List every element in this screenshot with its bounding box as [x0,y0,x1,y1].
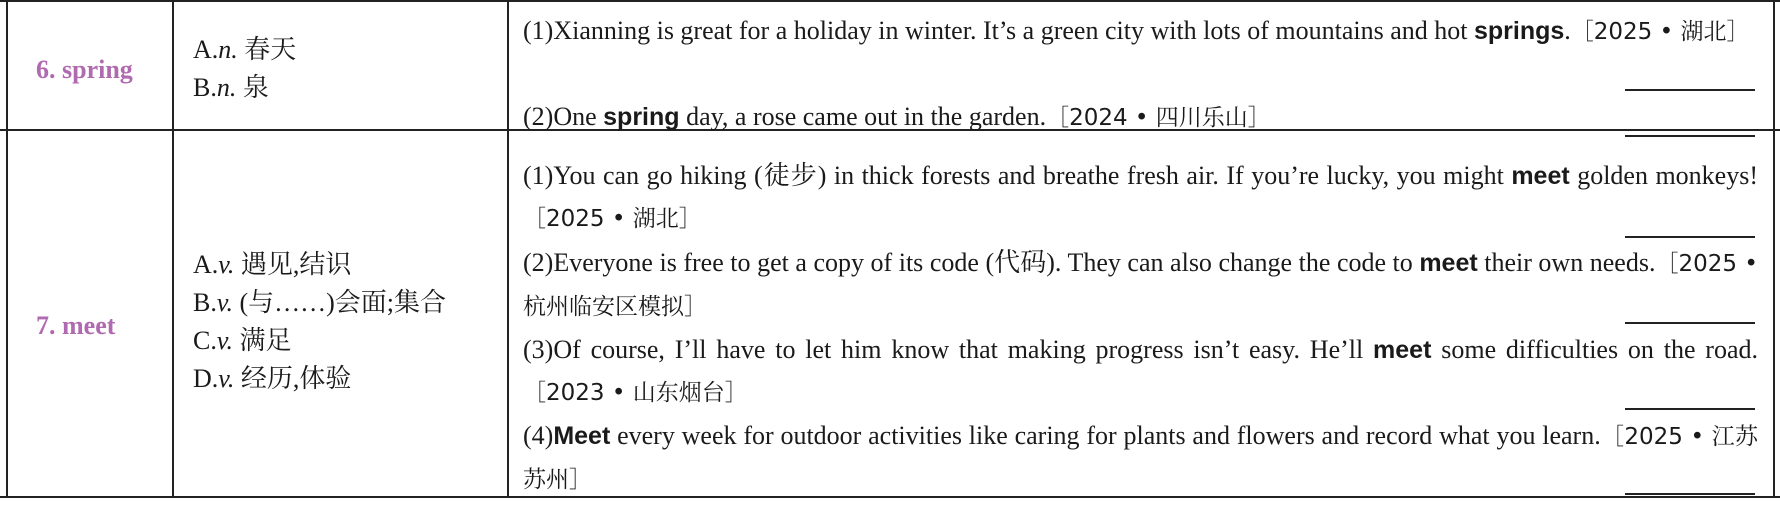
example-sentence: (1)Xianning is great for a holiday in winter. It’s a green city with lots of mountains and hot springs.［2025 • 湖北］ [523,16,1750,45]
meaning-item: B.v. (与……)会面;集合 [193,288,447,317]
example-sentence: (4)Meet every week for outdoor activities like caring for plants and flowers and record what you learn.［2025 • 江苏苏州］ [523,421,1758,493]
column-divider-2 [172,0,174,498]
meaning-item: C.v. 满足 [193,326,292,355]
example-sentence: (2)Everyone is free to get a copy of its code (代码). They can also change the code to meet their own needs.［2025 • 杭州临安区模拟］ [523,248,1758,320]
meaning-item: D.v. 经历,体验 [193,364,352,393]
example-sentence: (3)Of course, I’ll have to let him know that making progress isn’t easy. He’ll meet some difficulties on the road.［2023 • 山东烟台］ [523,335,1758,406]
headword-spring: 6. spring [36,55,133,84]
answer-blank[interactable] [1625,89,1755,91]
meaning-list [193,246,446,398]
meaning-list [193,31,296,107]
answer-blank[interactable] [1625,135,1755,137]
meaning-item: B.n. 泉 [193,73,269,102]
answer-blank[interactable] [1625,408,1755,410]
headword-meet: 7. meet [36,311,116,340]
example-sentence: (2)One spring day, a rose came out in the garden.［2024 • 四川乐山］ [523,102,1271,131]
example-sentence: (1)You can go hiking (徒步) in thick forests and breathe fresh air. If you’re lucky, you might meet golden monkeys! ［2025 • 湖北］ [523,161,1758,232]
answer-blank[interactable] [1625,236,1755,238]
column-divider-1 [6,0,8,498]
meaning-item: A.v. 遇见,结识 [193,250,352,279]
answer-blank[interactable] [1625,322,1755,324]
table-rule-top [0,0,1780,2]
meaning-item: A.n. 春天 [193,35,297,64]
column-divider-3 [507,0,509,498]
column-divider-4 [1773,0,1775,498]
answer-blank[interactable] [1625,493,1755,495]
